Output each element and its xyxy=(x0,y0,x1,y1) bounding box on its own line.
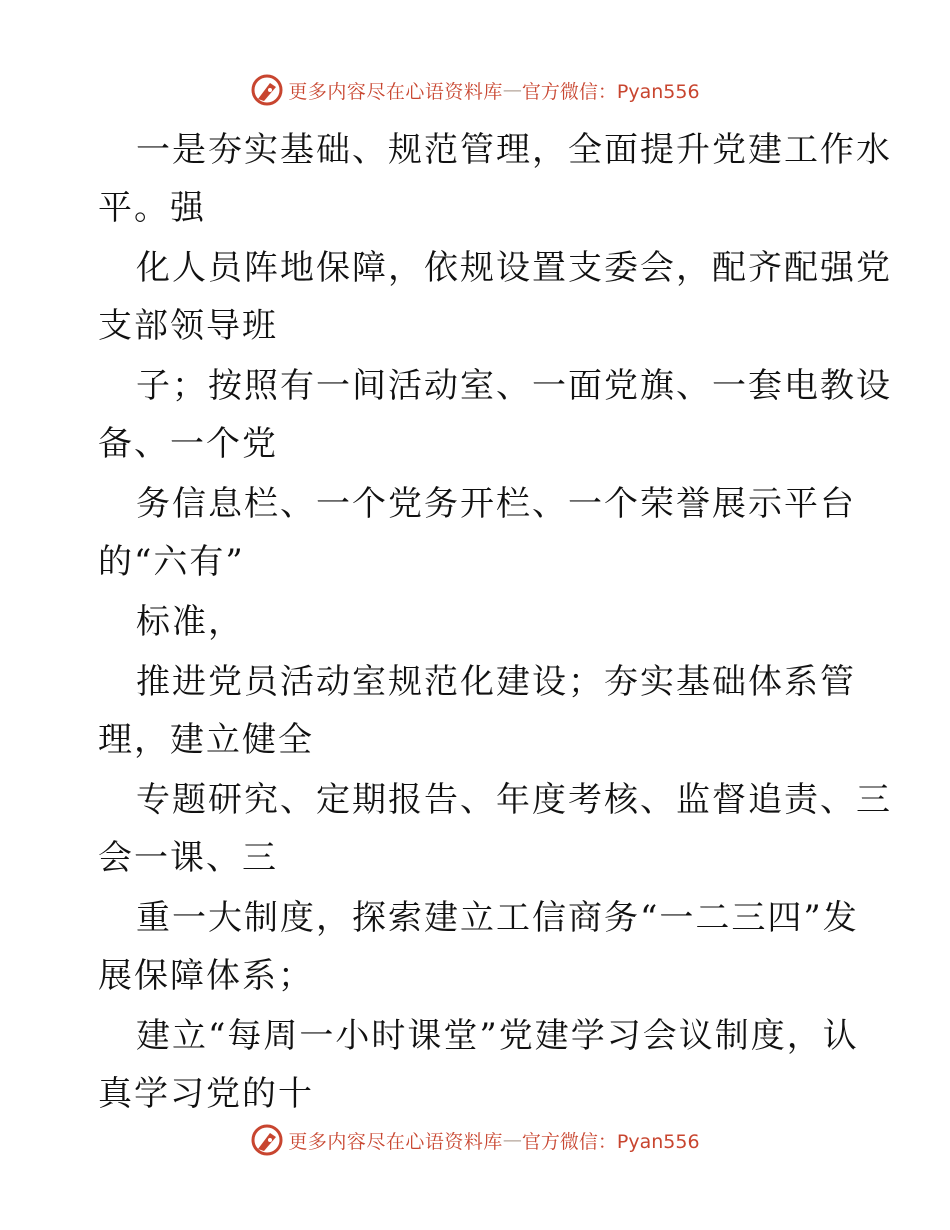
body-line-10: 推进党员活动室规范化建设；夯实基础体系管 xyxy=(136,662,856,702)
body-line-1: 一是夯实基础、规范管理，全面提升党建工作水 xyxy=(136,130,892,170)
watermark-header xyxy=(0,70,950,110)
watermark-separator: — xyxy=(502,79,522,101)
watermark-wechat-text: 官方微信：Pyan556 xyxy=(521,80,700,103)
body-line-7: 务信息栏、一个党务开栏、一个荣誉展示平台 xyxy=(136,484,856,524)
body-line-11: 理，建立健全 xyxy=(98,720,314,760)
pen-nib-logo-icon xyxy=(250,1123,284,1157)
body-line-13: 会一课、三 xyxy=(98,838,278,878)
body-line-2: 平。强 xyxy=(98,188,206,228)
body-line-8: 的“六有” xyxy=(98,542,245,582)
watermark-separator: — xyxy=(502,1129,522,1151)
body-line-14: 重一大制度，探索建立工信商务“一二三四”发 xyxy=(136,898,859,938)
body-line-17: 真学习党的十 xyxy=(98,1074,314,1114)
body-line-4: 支部领导班 xyxy=(98,306,278,346)
body-line-16: 建立“每周一小时课堂”党建学习会议制度，认 xyxy=(136,1016,859,1056)
body-line-3: 化人员阵地保障，依规设置支委会，配齐配强党 xyxy=(136,248,892,288)
pen-nib-logo-icon xyxy=(250,73,284,107)
watermark-brand-text: 更多内容尽在心语资料库 xyxy=(288,80,503,103)
watermark-footer xyxy=(0,1120,950,1160)
watermark-brand-text: 更多内容尽在心语资料库 xyxy=(288,1130,503,1153)
body-line-9: 标准， xyxy=(136,602,244,642)
watermark-wechat-text: 官方微信：Pyan556 xyxy=(521,1130,700,1153)
body-line-15: 展保障体系； xyxy=(98,956,314,996)
body-line-6: 备、一个党 xyxy=(98,424,278,464)
body-line-12: 专题研究、定期报告、年度考核、监督追责、三 xyxy=(136,780,892,820)
body-line-5: 子；按照有一间活动室、一面党旗、一套电教设 xyxy=(136,366,892,406)
